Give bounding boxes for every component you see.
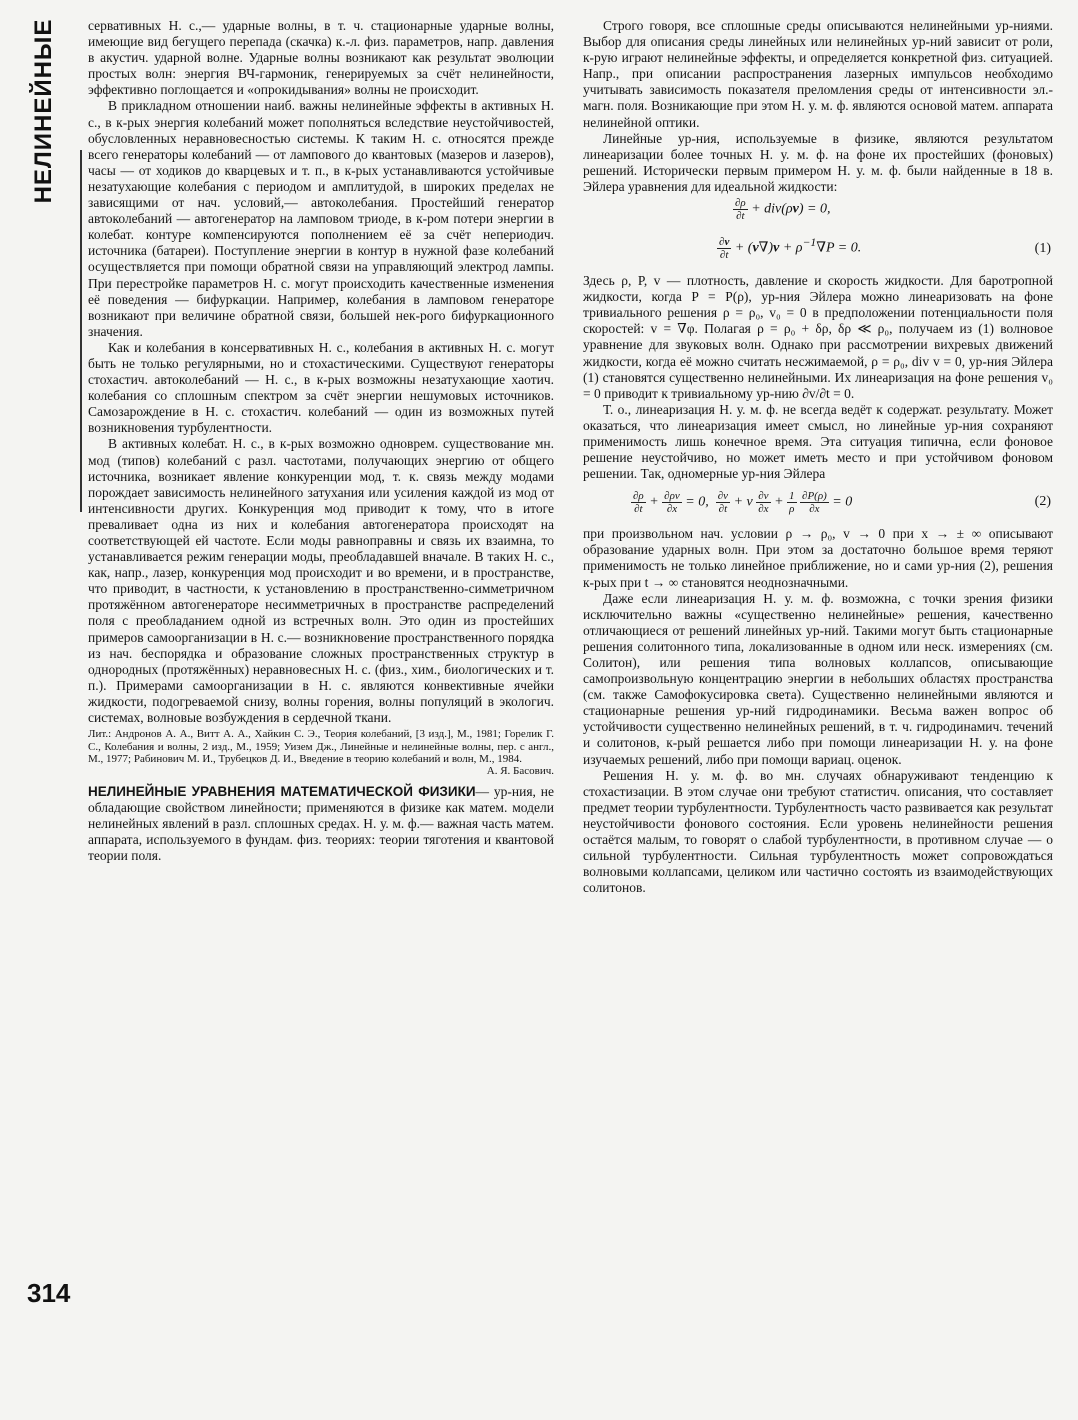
paragraph: сервативных Н. с.,— ударные волны, в т. ч. стационарные ударные волны, имеющие вид бегущего перепада (скачка) к.-л. физ. параметров, напр. давления в акустич. ударной волне. Ударные волны возникают как результат эволюции простых волн: энергия ВЧ-гармоник, генерируемых за счёт нелинейности, эффективно поглощается и «опрокидывания» волны не происходит. [88,18,554,98]
equation-number: (2) [1034,494,1051,510]
new-article [88,784,554,864]
right-column [583,18,1053,896]
paragraph: Здесь ρ, P, v — плотность, давление и скорость жидкости. Для баротропной жидкости, когда P = P(ρ), ур-ния Эйлера можно линеаризовать на фоне тривиального решения ρ = ρ₀, v₀ = 0 в предположении потенциальности поля скоростей: v = ∇φ. Полагая ρ = ρ₀ + δρ, δρ ≪ ρ₀, получаем из (1) волновое уравнение для звуковых волн. Однако при рассмотрении вихревых движений жидкости, когда её можно считать несжимаемой, ρ = ρ₀, div v = 0, ур-ния Эйлера (1) становятся существенно нелинейными. Их линеаризация на фоне решения v₀ = 0 приводит к тривиальному ур-нию ∂v/∂t = 0. [583,273,1053,401]
paragraph: Строго говоря, все сплошные среды описываются нелинейными ур-ниями. Выбор для описания среды линейных или нелинейных ур-ний зависит от роли, к-рую играют нелинейные эффекты, и определяется конкретной физ. ситуацией. Напр., при описании распространения лазерных импульсов необходимо учитывать зависимость показателя преломления среды от интенсивности эл.-магн. поля. Возникающие при этом Н. у. м. ф. являются основой матем. аппарата нелинейной оптики. [583,18,1053,130]
paragraph: при произвольном нач. условии ρ → ρ₀, v → 0 при x → ± ∞ описывают образование ударных волн. При этом за достаточно большое время теряют применимость не только линейное приближение, но и сами ур-ния (2), решения к-рых при t → ∞ становятся неоднозначными. [583,526,1053,590]
paragraph: Даже если линеаризация Н. у. м. ф. возможна, с точки зрения физики исключительно важны «существенно нелинейные» решения, качественно отличающиеся от решений линейных ур-ний. Такими могут быть стационарные решения солитонного типа, локализованные в одном или неск. измерениях (см. Солитон), или решения типа волновых коллапсов, описывающие самопроизвольную концентрацию энергии в небольших областях пространства (см. также Самофокусировка света). Существенно нелинейными являются и стационарные решения ур-ний гидродинамики. Весьма важен вопрос об устойчивости существенно нелинейных решений, в т. ч. гидродинамич. течений и солитонов, к-рый решается либо при помощи линеаризации Н. у. на фоне изучаемых решений, либо при помощи вариац. оценок. [583,590,1053,767]
page-number: 314 [27,1278,71,1308]
literature-list [88,728,554,778]
article-lead: — ур-ния, не обладающие свойством линейности; применяются в физике как матем. модели нелинейных явлений в разл. сплошных средах. Н. у. м. ф.— важная часть матем. аппарата, используемого в фундам. физ. теориях: теории тяготения и квантовой теории поля. [88,783,555,864]
left-column [88,18,554,864]
margin-rule [80,150,82,512]
paragraph: Решения Н. у. м. ф. во мн. случаях обнаруживают тенденцию к стохастизации. В этом случае они требуют статистич. описания, что составляет предмет теории турбулентности. Турбулентность часто развивается как результат неустойчивости фонового состояния. Если уровень нелинейности решения остаётся малым, то говорят о слабой турбулентности, в противном случае — о сильной турбулентности. Сильная турбулентность может сопровождаться волновыми коллапсами, целиком или частично состоять из взаимодействующих солитонов. [583,767,1053,896]
article-author: А. Я. Басович. [486,765,554,778]
paragraph: Линейные ур-ния, используемые в физике, являются результатом линеаризации более точных Н. у. м. ф. на фоне их простейших (фоновых) решений. Исторически первым примером Н. у. м. ф. были найденные в 18 в. Эйлера уравнения для идеальной жидкости: [583,130,1053,194]
article-headword: НЕЛИНЕЙНЫЕ УРАВНЕНИЯ МАТЕМАТИЧЕСКОЙ ФИЗИКИ [88,783,476,799]
equation-2: $\frac{\partial\rho}{\partial t}$ + $\frac{\partial\rho v}{\partial x}$ = 0, $\frac{\partial v}{\partial t}$ + v $\frac{\partial v}{\partial x}$ + $\frac{1}{\rho}$ $\frac{\partial P(\rho)}{\partial x}$ = 0 (2) [633,490,1051,516]
literature-text: Лит.: Андронов А. А., Витт А. А., Хайкин С. Э., Теория колебаний, [3 изд.], М., 1981; Горелик Г. С., Колебания и волны, 2 изд., М., 1959; Уизем Дж., Линейные и нелинейные волны, пер. с англ., М., 1977; Рабинович М. И., Трубецков Д. И., Введение в теорию колебаний и волн, М., 1984. [88,728,554,765]
equation-number: (1) [1034,241,1051,257]
paragraph: В прикладном отношении наиб. важны нелинейные эффекты в активных Н. с., в к-рых энергия колебаний может пополняться вследствие неустойчивостей, обусловленных неравновесностью системы. К таким Н. с. относятся прежде всего генераторы колебаний — от лампового до квантовых (мазеров и лазеров), часы — от ходиков до кварцевых и т. п., в к-рых устанавливаются устойчивые незатухающие колебания с периодом и амплитудой, в широких пределах не зависящими от нач. условий,— автоколебания. Простейший генератор автоколебаний — автогенератор на ламповом триоде, в к-ром потери энергии в колебат. контуре компенсируются пополнением её за счёт непериодич. источника (батареи). Поступление энергии в контур в нужной фазе колебаний осуществляется при помощи обратной связи на управляющий электрод лампы. При перестройке параметров Н. с. могут происходить качественные изменения её поведения — бифуркации. Например, колебания в ламповом генераторе возникают при величине обратной связи, большей нек-рого бифуркационного значения. [88,98,554,339]
paragraph: Как и колебания в консервативных Н. с., колебания в активных Н. с. могут быть не только регулярными, но и стохастическими. Существуют генераторы стохастич. автоколебаний — Н. с., в к-рых возможны незатухающие хаотич. колебания со сплошным спектром за счёт энергии нешумовых источников. Самозарождение в Н. с. стохастич. колебаний — один из возможных путей возникновения турбулентности. [88,339,554,436]
paragraph: Т. о., линеаризация Н. у. м. ф. не всегда ведёт к содержат. результату. Может оказаться, что линеаризация имеет смысл, но линейные ур-ния сохраняют применимость лишь конечное время. Эта ситуация типична, если фоновое решение неустойчиво, но может иметь место и при устойчивом фоновом решении. Так, одномерные ур-ния Эйлера [583,401,1053,482]
paragraph: В активных колебат. Н. с., в к-рых возможно одноврем. существование мн. мод (типов) колебаний с разл. частотами, получающих энергию от общего источника, возникает явление конкуренции мод, т. к. связь между модами порождает зависимость нелинейного затухания или усиления каждой из мод от интенсивности других. Конкуренция мод приводит к тому, что в итоге преваливает одна из них и колебания автогенератора происходят на соответствующей ей частоте. Если моды равноправны и связь их взаимна, то устанавливается режим генерации моды, преобладавшей вначале. В таких Н. с., как, напр., лазер, конкуренция мод происходит и во времени, и в пространстве, что приводит, в частности, к установлению в пространственно-симметричном протяжённом автогенераторе несимметричных в пространстве распределений поля с преобладанием одной из встречных волн. Это один из простейших примеров самоорганизации в Н. с.— возникновение пространственного порядка из нач. беспорядка и образование сложных пространственных структур в однородных (протяжённых) неравновесных Н. с. (физ., хим., биологических и т. п.). Примерами самоорганизации в Н. с. являются конвективные ячейки жидкости, подогреваемой снизу, волны горения, волны популяций в экологич. системах, волновые возбуждения в сердечной ткани. [88,436,554,726]
running-head-text: НЕЛИНЕЙНЫЕ [30,18,57,204]
equation-1: $\frac{\partial\rho}{\partial t}$ + div(ρv) = 0, $\frac{\partial v}{\partial t}$ + $(v\nabla)v + \rho^{-1}\nabla P = 0$. (1) [719,197,1051,261]
running-head [22,18,66,204]
